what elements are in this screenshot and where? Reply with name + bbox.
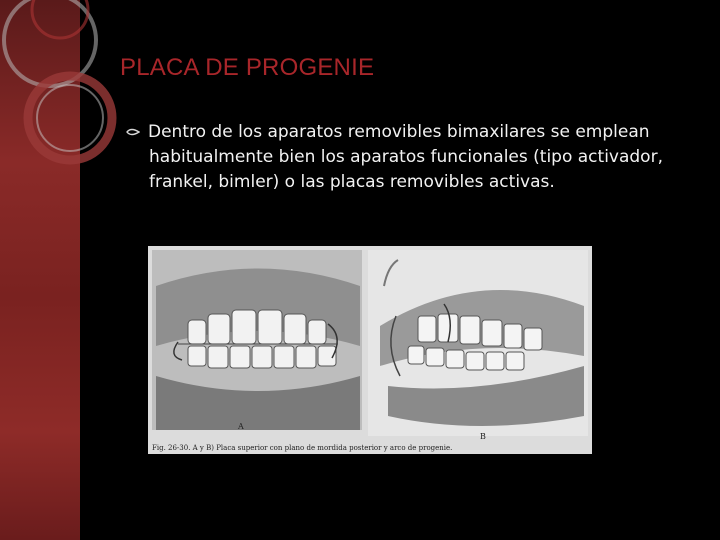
slide-title: PLACA DE PROGENIE	[120, 54, 375, 81]
bullet-text: Dentro de los aparatos removibles bimaxilares se emplean habitualmente bien los aparatos funcionales (tipo activador, frankel, bimler) o las placas removibles activas.	[148, 122, 663, 192]
bullet-icon	[126, 126, 140, 138]
bullet-item	[130, 120, 690, 195]
panel-a-label: A	[238, 422, 244, 431]
figure-caption: Fig. 26-30. A y B) Placa superior con plano de mordida posterior y arco de progenie.	[152, 444, 453, 452]
panel-b-label: B	[480, 432, 486, 441]
dental-appliance-photo	[148, 246, 592, 454]
